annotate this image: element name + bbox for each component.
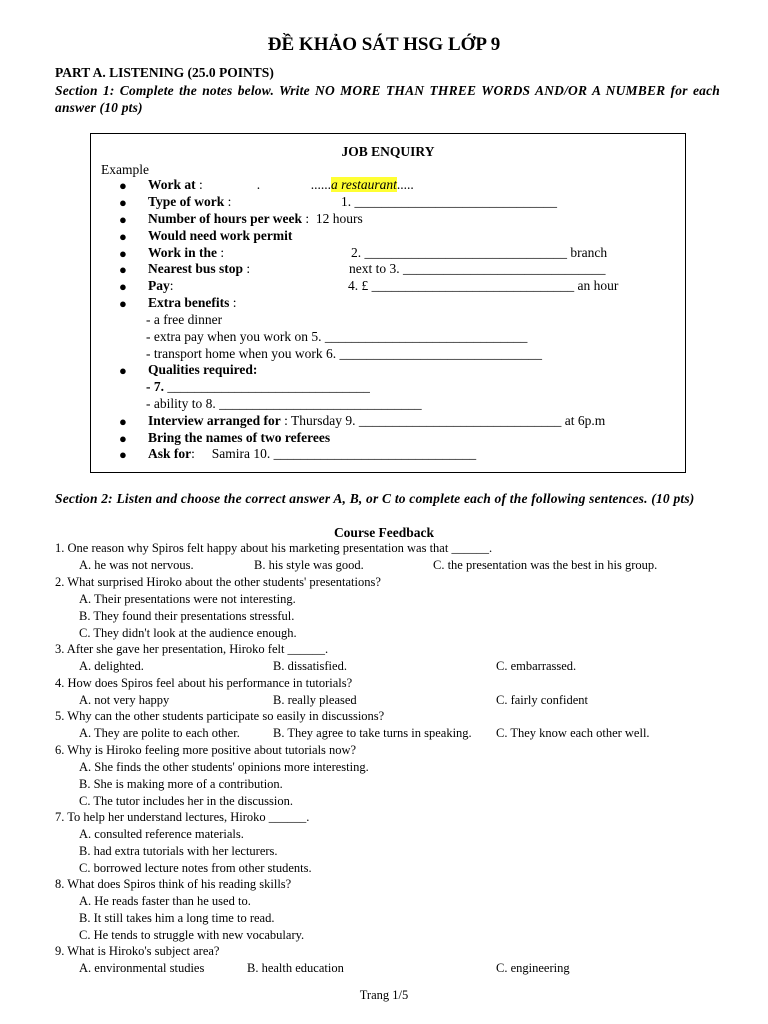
option-a[interactable]: A. he was not nervous. — [79, 558, 194, 572]
blank-10[interactable]: Ask for: Samira 10. ______________________________ — [148, 446, 477, 461]
hours-row: Number of hours per week : 12 hours — [148, 211, 363, 226]
option-b[interactable]: B. health education — [247, 961, 344, 975]
example-label: Example — [101, 162, 149, 177]
option-b[interactable]: B. She is making more of a contribution. — [79, 777, 283, 791]
bullet-icon: ● — [119, 447, 127, 462]
bullet-icon: ● — [119, 296, 127, 311]
bullet-icon: ● — [119, 431, 127, 446]
question-6: 6. Why is Hiroko feeling more positive about tutorials now? — [55, 743, 357, 757]
question-2: 2. What surprised Hiroko about the other students' presentations? — [55, 575, 381, 589]
type-of-work-label: Type of work : — [148, 194, 232, 209]
work-at-row: Work at : . ......a restaurant..... — [148, 177, 414, 192]
page-number: Trang 1/5 — [359, 988, 409, 1002]
option-b[interactable]: B. dissatisfied. — [273, 659, 347, 673]
option-c[interactable]: C. engineering — [496, 961, 570, 975]
blank-6[interactable]: - transport home when you work 6. ______________________________ — [146, 346, 542, 361]
option-a[interactable]: A. environmental studies — [79, 961, 205, 975]
bullet-icon: ● — [119, 246, 127, 261]
option-a[interactable]: A. not very happy — [79, 693, 170, 707]
option-c[interactable]: C. the presentation was the best in his group. — [433, 558, 658, 572]
option-b[interactable]: B. It still takes him a long time to read. — [79, 911, 275, 925]
question-5: 5. Why can the other students participate so easily in discussions? — [55, 709, 385, 723]
bullet-icon: ● — [119, 363, 127, 378]
blank-7[interactable]: - 7. ______________________________ — [146, 379, 370, 394]
option-c[interactable]: C. They didn't look at the audience enough. — [79, 626, 297, 640]
job-enquiry-box — [90, 133, 686, 473]
question-9: 9. What is Hiroko's subject area? — [55, 944, 220, 958]
course-feedback-title: Course Feedback — [333, 525, 435, 540]
bullet-icon: ● — [119, 178, 127, 193]
page-title: ĐỀ KHẢO SÁT HSG LỚP 9 — [267, 34, 501, 55]
part-heading: PART A. LISTENING (25.0 POINTS) — [55, 65, 274, 80]
question-4: 4. How does Spiros feel about his performance in tutorials? — [55, 676, 353, 690]
bullet-icon: ● — [119, 262, 127, 277]
blank-1[interactable]: 1. ______________________________ — [341, 194, 557, 209]
option-c[interactable]: C. fairly confident — [496, 693, 588, 707]
question-7: 7. To help her understand lectures, Hiroko ______. — [55, 810, 310, 824]
benefit-1: - a free dinner — [146, 312, 223, 327]
pay-label: Pay: — [148, 278, 174, 293]
bus-stop-label: Nearest bus stop : — [148, 261, 251, 276]
job-enquiry-title: JOB ENQUIRY — [341, 144, 435, 159]
option-a[interactable]: A. He reads faster than he used to. — [79, 894, 251, 908]
section2-instruction: Section 2: Listen and choose the correct answer A, B, or C to complete each of the following sentences. (10 pts) — [55, 491, 695, 506]
question-8: 8. What does Spiros think of his reading skills? — [55, 877, 292, 891]
option-a[interactable]: A. She finds the other students' opinions more interesting. — [79, 760, 369, 774]
blank-9[interactable]: Interview arranged for : Thursday 9. ______________________________ at 6p.m — [148, 413, 606, 428]
question-3: 3. After she gave her presentation, Hiroko felt ______. — [55, 642, 329, 656]
option-c[interactable]: C. They know each other well. — [496, 726, 650, 740]
option-c[interactable]: C. embarrassed. — [496, 659, 577, 673]
qualities-label: Qualities required: — [148, 362, 258, 377]
option-a[interactable]: A. They are polite to each other. — [79, 726, 240, 740]
blank-8[interactable]: - ability to 8. ______________________________ — [146, 396, 422, 411]
option-a[interactable]: A. delighted. — [79, 659, 144, 673]
blank-4[interactable]: 4. £ ______________________________ an hour — [348, 278, 619, 293]
bullet-icon: ● — [119, 414, 127, 429]
option-b[interactable]: B. They agree to take turns in speaking. — [273, 726, 472, 740]
option-c[interactable]: C. borrowed lecture notes from other students. — [79, 861, 312, 875]
work-permit-label: Would need work permit — [148, 228, 293, 243]
highlighted-answer: a restaurant — [331, 177, 397, 192]
work-in-label: Work in the : — [148, 245, 225, 260]
option-c[interactable]: C. He tends to struggle with new vocabulary. — [79, 928, 305, 942]
option-c[interactable]: C. The tutor includes her in the discussion. — [79, 794, 293, 808]
option-b[interactable]: B. really pleased — [273, 693, 357, 707]
bullet-icon: ● — [119, 279, 127, 294]
option-a[interactable]: A. Their presentations were not interesting. — [79, 592, 296, 606]
referees-label: Bring the names of two referees — [148, 430, 331, 445]
blank-5[interactable]: - extra pay when you work on 5. ______________________________ — [146, 329, 528, 344]
extra-benefits-label: Extra benefits : — [148, 295, 237, 310]
question-1: 1. One reason why Spiros felt happy about his marketing presentation was that ______. — [55, 541, 493, 555]
option-b[interactable]: B. his style was good. — [254, 558, 364, 572]
bullet-icon: ● — [119, 195, 127, 210]
bullet-icon: ● — [119, 229, 127, 244]
blank-3[interactable]: next to 3. ______________________________ — [349, 261, 606, 276]
blank-2[interactable]: 2. ______________________________ branch — [351, 245, 608, 260]
option-b[interactable]: B. had extra tutorials with her lecturers. — [79, 844, 278, 858]
section1-instruction: Section 1: Complete the notes below. Write NO MORE THAN THREE WORDS AND/OR A NUMBER for each answer (10 pts) — [55, 83, 720, 115]
option-a[interactable]: A. consulted reference materials. — [79, 827, 244, 841]
option-b[interactable]: B. They found their presentations stressful. — [79, 609, 295, 623]
bullet-icon: ● — [119, 212, 127, 227]
